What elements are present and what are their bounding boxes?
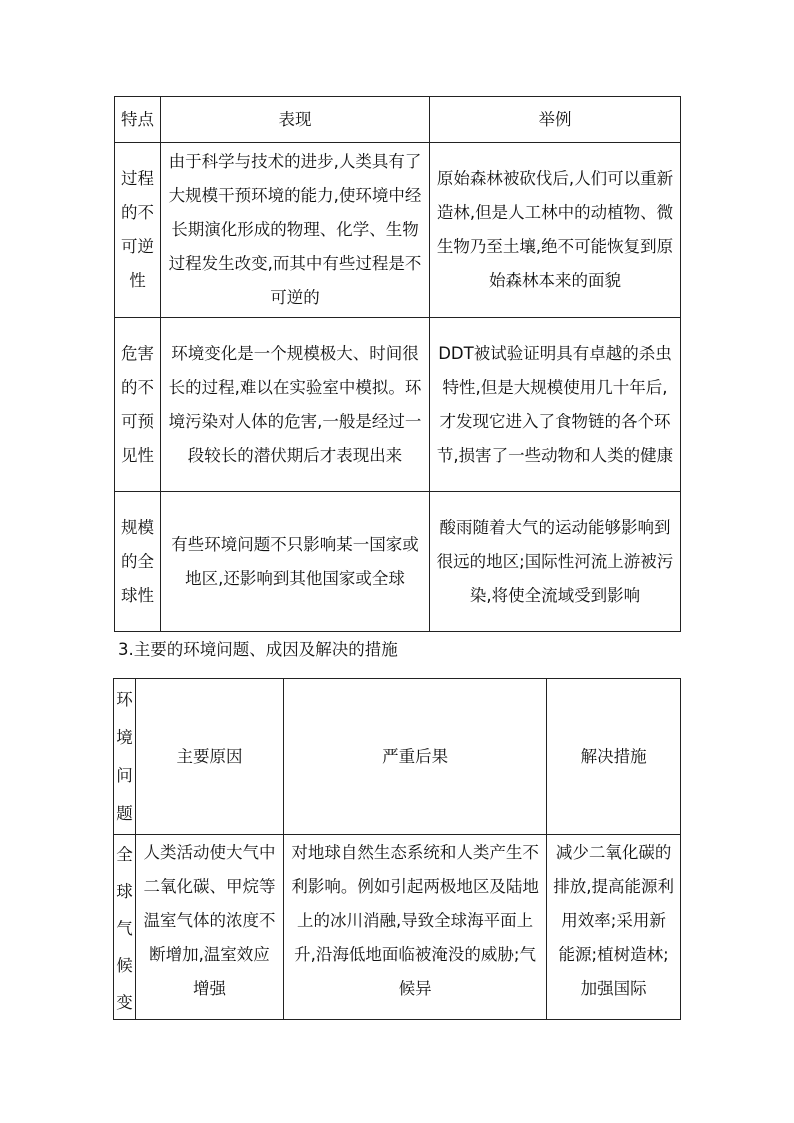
header-issue: 环 境 问 题 <box>114 679 136 835</box>
feature-cell: 危害 的不 可预 见性 <box>115 318 161 492</box>
example-cell: 酸雨随着大气的运动能够影响到很远的地区;国际性河流上游被污染,将使全流域受到影响 <box>429 492 680 632</box>
example-cell: DDT被试验证明具有卓越的杀虫特性,但是大规模使用几十年后,才发现它进入了食物链的各个环节,损害了一些动物和人类的健康 <box>429 318 680 492</box>
table-header-row <box>114 679 681 835</box>
consequence-cell: 对地球自然生态系统和人类产生不利影响。例如引起两极地区及陆地上的冰川消融,导致全球海平面上升,沿海低地面临被淹没的威胁;气候异 <box>283 835 546 1020</box>
table-header-row <box>115 97 681 143</box>
manifestation-cell: 由于科学与技术的进步,人类具有了大规模干预环境的能力,使环境中经长期演化形成的物理、化学、生物过程发生改变,而其中有些过程是不可逆的 <box>161 143 430 318</box>
environmental-problems-table <box>113 678 681 1020</box>
header-feature: 特点 <box>115 97 161 143</box>
table-row <box>115 318 681 492</box>
feature-cell: 规模 的全 球性 <box>115 492 161 632</box>
header-cause: 主要原因 <box>135 679 283 835</box>
feature-cell: 过程 的不 可逆 性 <box>115 143 161 318</box>
header-measures: 解决措施 <box>547 679 681 835</box>
example-cell: 原始森林被砍伐后,人们可以重新造林,但是人工林中的动植物、微生物乃至土壤,绝不可能恢复到原始森林本来的面貌 <box>429 143 680 318</box>
header-manifestation: 表现 <box>161 97 430 143</box>
table-row <box>115 143 681 318</box>
table-row <box>115 492 681 632</box>
table-row <box>114 835 681 1020</box>
cause-cell: 人类活动使大气中二氧化碳、甲烷等温室气体的浓度不断增加,温室效应增强 <box>135 835 283 1020</box>
issue-cell: 全 球 气 候 变 <box>114 835 136 1020</box>
manifestation-cell: 有些环境问题不只影响某一国家或地区,还影响到其他国家或全球 <box>161 492 430 632</box>
manifestation-cell: 环境变化是一个规模极大、时间很长的过程,难以在实验室中模拟。环境污染对人体的危害,一般是经过一段较长的潜伏期后才表现出来 <box>161 318 430 492</box>
measures-cell: 减少二氧化碳的排放,提高能源利用效率;采用新能源;植树造林;加强国际 <box>547 835 681 1020</box>
header-example: 举例 <box>429 97 680 143</box>
section-heading: 3.主要的环境问题、成因及解决的措施 <box>118 640 398 659</box>
environment-features-table <box>114 96 681 632</box>
header-consequence: 严重后果 <box>283 679 546 835</box>
